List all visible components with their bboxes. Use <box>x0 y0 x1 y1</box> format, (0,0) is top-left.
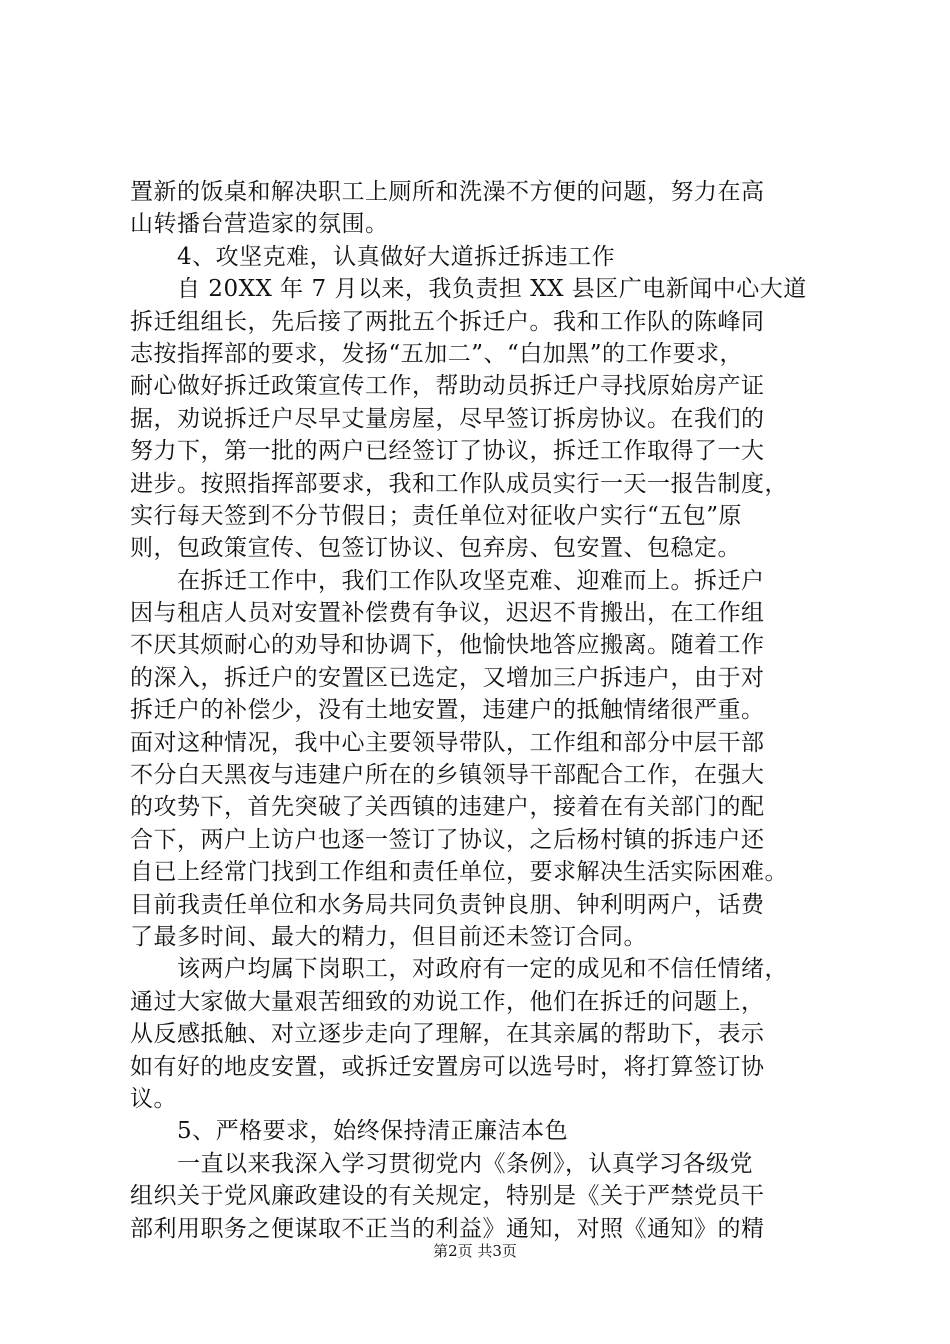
text-line: 不厌其烦耐心的劝导和协调下，他愉快地答应搬离。随着工作 <box>130 632 765 659</box>
text-line: 该两户均属下岗职工，对政府有一定的成见和不信任情绪， <box>130 956 788 983</box>
text-line: 不分白天黑夜与违建户所在的乡镇领导干部配合工作，在强大 <box>130 762 765 789</box>
text-line: 一直以来我深入学习贯彻党内《条例》，认真学习各级党 <box>130 1150 753 1177</box>
text-line: 在拆迁工作中，我们工作队攻坚克难、迎难而上。拆迁户 <box>130 567 765 594</box>
text-line: 据，劝说拆迁户尽早丈量房屋，尽早签订拆房协议。在我们的 <box>130 405 765 432</box>
text-line: 山转播台营造家的氛围。 <box>130 211 389 238</box>
text-line: 如有好的地皮安置，或拆迁安置房可以选号时，将打算签订协 <box>130 1053 765 1080</box>
section-heading: 4、攻坚克难，认真做好大道拆迁拆违工作 <box>130 243 616 270</box>
text-line: 面对这种情况，我中心主要领导带队，工作组和部分中层干部 <box>130 729 765 756</box>
text-line: 自已上经常门找到工作组和责任单位，要求解决生活实际困难。 <box>130 859 788 886</box>
text-line: 耐心做好拆迁政策宣传工作，帮助动员拆迁户寻找原始房产证 <box>130 373 765 400</box>
text-line: 进步。按照指挥部要求，我和工作队成员实行一天一报告制度， <box>130 470 788 497</box>
text-line: 拆迁组组长，先后接了两批五个拆迁户。我和工作队的陈峰同 <box>130 308 765 335</box>
text-line: 置新的饭桌和解决职工上厕所和洗澡不方便的问题，努力在高 <box>130 179 765 205</box>
text-line: 努力下，第一批的两户已经签订了协议，拆迁工作取得了一大 <box>130 438 765 465</box>
page-number-label: 第2页 共3页 <box>433 1242 517 1260</box>
page-footer <box>0 1240 950 1261</box>
text-line: 自 20XX 年 7 月以来，我负责担 XX 县区广电新闻中心大道 <box>130 276 807 303</box>
document-body <box>130 176 830 1245</box>
text-line: 从反感抵触、对立逐步走向了理解，在其亲属的帮助下，表示 <box>130 1021 765 1048</box>
text-line: 通过大家做大量艰苦细致的劝说工作，他们在拆迁的问题上， <box>130 988 765 1015</box>
text-line: 议。 <box>130 1085 177 1112</box>
text-line: 组织关于党风廉政建设的有关规定，特别是《关于严禁党员干 <box>130 1183 765 1210</box>
text-line: 合下，两户上访户也逐一签订了协议，之后杨村镇的拆违户还 <box>130 826 765 853</box>
text-line: 因与租店人员对安置补偿费有争议，迟迟不肯搬出，在工作组 <box>130 600 765 627</box>
text-line: 部利用职务之便谋取不正当的利益》通知，对照《通知》的精 <box>130 1215 765 1242</box>
text-line: 的攻势下，首先突破了关西镇的违建户，接着在有关部门的配 <box>130 794 765 821</box>
text-line: 实行每天签到不分节假日；责任单位对征收户实行“五包”原 <box>130 502 743 529</box>
text-line: 则，包政策宣传、包签订协议、包弃房、包安置、包稳定。 <box>130 535 741 562</box>
text-line: 了最多时间、最大的精力，但目前还未签订合同。 <box>130 923 647 950</box>
text-line: 的深入，拆迁户的安置区已选定，又增加三户拆违户，由于对 <box>130 664 765 691</box>
text-line: 目前我责任单位和水务局共同负责钟良朋、钟利明两户，话费 <box>130 891 765 918</box>
text-line: 志按指挥部的要求，发扬“五加二”、“白加黑”的工作要求， <box>130 340 744 367</box>
section-heading: 5、严格要求，始终保持清正廉洁本色 <box>130 1118 569 1145</box>
text-line: 拆迁户的补偿少，没有土地安置，违建户的抵触情绪很严重。 <box>130 697 765 724</box>
